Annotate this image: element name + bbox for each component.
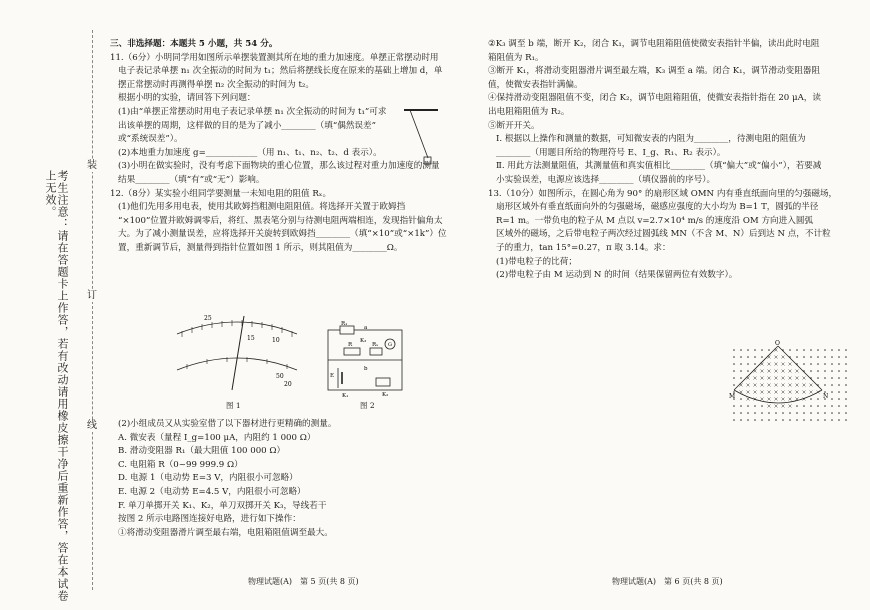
field-cross: [775, 363, 778, 366]
field-cross: [782, 363, 785, 366]
field-dot: [803, 412, 805, 414]
q12-option: D. 电源 1（电动势 E=3 V，内阻很小可忽略）: [118, 473, 298, 484]
q13-subquestion: (2)带电粒子由 M 运动到 N 的时间（结果保留两位有效数字）。: [496, 270, 738, 281]
scale-label-top: 10: [272, 337, 280, 344]
field-dot: [831, 370, 833, 372]
field-dot: [838, 349, 840, 351]
field-dot: [838, 363, 840, 365]
field-dot: [831, 349, 833, 351]
field-dot: [810, 370, 812, 372]
scale-label-top: 25: [204, 315, 212, 322]
field-dot: [831, 391, 833, 393]
q11-line: 电子表记录单摆 n₁ 次全振动的时间为 t₁；然后将摆线长度在原来的基础上增加 d，单: [118, 66, 443, 77]
q13-line: 子的重力，tan 15°=0.27，π 取 3.14。求：: [496, 242, 671, 253]
circuit-label: K₁: [342, 393, 349, 399]
circuit-label: G: [388, 342, 392, 348]
field-dot: [796, 405, 798, 407]
field-dot: [831, 419, 833, 421]
q11-line: 结果________（填“有”或“无”）影响。: [118, 174, 265, 185]
circuit-label: R₁: [341, 321, 348, 327]
field-cross: [789, 363, 792, 366]
q12-option: C. 电阻箱 R（0~99 999.9 Ω）: [118, 459, 243, 470]
field-dot: [796, 356, 798, 358]
field-cross: [803, 391, 806, 394]
pendulum-string: [410, 110, 428, 158]
field-dot: [824, 349, 826, 351]
field-dot: [845, 377, 847, 379]
field-cross: [761, 391, 764, 394]
field-dot: [775, 412, 777, 414]
field-cross: [796, 377, 799, 380]
field-dot: [740, 370, 742, 372]
field-cross: [775, 370, 778, 373]
field-dot: [733, 377, 735, 379]
field-dot: [824, 405, 826, 407]
circuit-figure: [320, 322, 410, 398]
field-dot: [789, 349, 791, 351]
field-cross: [803, 384, 806, 387]
resistor-r1: [340, 326, 354, 334]
q12-subquestion: Ⅰ. 根据以上操作和测量的数据，可知微安表的内阻为________，待测电阻的阻值为: [496, 134, 806, 145]
field-dot: [810, 356, 812, 358]
field-dot: [845, 384, 847, 386]
binding-mark-ding: 订: [84, 290, 100, 302]
q12-option: A. 微安表（量程 I_g=100 μA，内阻约 1 000 Ω）: [118, 432, 316, 443]
field-dot: [824, 356, 826, 358]
field-dot: [740, 349, 742, 351]
binding-mark-xian: 线: [84, 420, 100, 432]
field-cross: [768, 384, 771, 387]
circuit-label: b: [364, 366, 368, 372]
q12-step: 出电阻箱阻值为 R₂。: [488, 106, 570, 117]
circuit-label: E: [330, 373, 335, 379]
field-dot: [733, 405, 735, 407]
field-cross: [782, 377, 785, 380]
field-dot: [782, 419, 784, 421]
field-cross: [796, 391, 799, 394]
field-dot: [831, 363, 833, 365]
q12-line: 按图 2 所示电路图连接好电路，进行如下操作：: [118, 514, 301, 525]
q12-step: ③断开 K₁，将滑动变阻器滑片调至最左端，K₃ 调至 a 端。闭合 K₁，调节滑动变阻器阻: [488, 66, 820, 77]
sector-radius-om: [734, 346, 778, 390]
field-cross: [789, 398, 792, 401]
scale-label-top: 15: [247, 335, 255, 342]
q11-line: 或“系统误差”）。: [118, 134, 183, 145]
scale-arc-top: [177, 322, 297, 334]
field-dot: [803, 356, 805, 358]
section-heading: 三、非选择题：本题共 5 小题，共 54 分。: [110, 39, 278, 49]
field-dot: [831, 398, 833, 400]
field-cross: [789, 370, 792, 373]
field-dot: [733, 384, 735, 386]
field-dot: [810, 363, 812, 365]
sector-label: O: [775, 340, 780, 347]
field-dot: [768, 349, 770, 351]
field-cross: [761, 398, 764, 401]
field-dot: [761, 349, 763, 351]
field-dot: [838, 398, 840, 400]
field-cross: [789, 405, 792, 408]
field-dot: [747, 349, 749, 351]
field-dot: [845, 391, 847, 393]
field-cross: [782, 384, 785, 387]
side-notice: 考生注意：请在答题卡上作答，若有改动请用橡皮擦干净后重新作答，答在本试卷上无效。: [44, 170, 69, 602]
field-cross: [782, 391, 785, 394]
field-dot: [810, 412, 812, 414]
field-dot: [740, 412, 742, 414]
circuit-label: K₂: [382, 392, 389, 398]
pendulum-bob: [424, 157, 431, 164]
sector-label: N: [823, 393, 829, 400]
field-dot: [845, 370, 847, 372]
field-cross: [768, 391, 771, 394]
field-cross: [810, 391, 813, 394]
q13-line: 区域外的磁场，之后带电粒子两次经过圆弧线 MN（不含 M、N）后到达 N 点，不计粒: [496, 229, 831, 240]
field-dot: [796, 349, 798, 351]
binding-mark-zhuang: 装: [84, 160, 100, 172]
field-dot: [754, 405, 756, 407]
field-dot: [754, 412, 756, 414]
q11-line: 根据小明的实验，请回答下列问题：: [118, 93, 256, 104]
q12-line: “×100”位置并欧姆调零后，将红、黑表笔分别与待测电阻两端相连，发现指针偏角太: [118, 215, 443, 226]
field-dot: [824, 419, 826, 421]
field-dot: [803, 419, 805, 421]
q12-subquestion: ________（用题目所给的物理符号 E、I_g、R₁、R₂ 表示）。: [496, 147, 726, 158]
field-cross: [768, 398, 771, 401]
sector-label: M: [729, 393, 736, 400]
field-cross: [775, 405, 778, 408]
footer-page-6: 物理试题(A) 第 6 页(共 8 页): [612, 577, 723, 586]
figure-2-caption: 图 2: [360, 401, 375, 410]
sector-radius-on: [778, 346, 822, 390]
field-dot: [838, 370, 840, 372]
q11-line: 出该单摆的周期，这样做的目的是为了减小________（填“偶然误差”: [118, 120, 377, 131]
scale-label-bottom: 20: [284, 381, 292, 388]
field-dot: [845, 356, 847, 358]
field-dot: [817, 377, 819, 379]
field-cross: [796, 384, 799, 387]
field-dot: [817, 412, 819, 414]
field-dot: [831, 405, 833, 407]
circuit-label: R: [348, 342, 353, 348]
field-dot: [838, 419, 840, 421]
pendulum-figure: [402, 108, 442, 168]
field-dot: [789, 412, 791, 414]
field-dot: [761, 412, 763, 414]
q13-subquestion: (1)带电粒子的比荷；: [496, 256, 577, 267]
field-dot: [838, 405, 840, 407]
binding-dash: [92, 30, 93, 590]
q12-option: F. 单刀单掷开关 K₁、K₂，单刀双掷开关 K₃，导线若干: [118, 500, 327, 511]
q13-line: R=1 m。一带负电的粒子从 M 点以 v=2.7×10⁴ m/s 的速度沿 OM 方向进入圆弧: [496, 215, 814, 226]
q12-step: ⑤断开开关。: [488, 120, 540, 131]
field-cross: [761, 370, 764, 373]
field-dot: [754, 356, 756, 358]
q12-subquestion: 小实验误差，电源应该选择________（填仪器前的序号）。: [496, 174, 716, 185]
q12-line: (1)他们先用多用电表，使用其欧姆挡粗测电阻阻值。将选择开关置于欧姆挡: [118, 202, 406, 213]
field-dot: [740, 405, 742, 407]
field-dot: [803, 405, 805, 407]
field-cross: [782, 370, 785, 373]
q12-step: ②K₃ 调至 b 端，断开 K₂，闭合 K₁，调节电阻箱阻值使微安表指针半偏，读出此时电阻: [488, 39, 820, 49]
field-cross: [782, 356, 785, 359]
q11-line: (3)小明在做实验时，没有考虑下面物块的重心位置，那么该过程对重力加速度的测量: [118, 161, 440, 172]
field-dot: [810, 349, 812, 351]
field-dot: [817, 349, 819, 351]
sector-arc-mn: [734, 390, 822, 403]
q12-line: 大。为了减小测量误差，应将选择开关旋转到欧姆挡________（填“×10”或“×1k”）位: [118, 229, 447, 240]
field-dot: [824, 363, 826, 365]
field-cross: [803, 377, 806, 380]
field-cross: [761, 384, 764, 387]
sector-field-figure: [730, 340, 850, 424]
meter-scale-figure: [172, 312, 302, 396]
field-dot: [740, 419, 742, 421]
switch-k2: [376, 378, 390, 386]
binding-line: [78, 30, 108, 590]
field-dot: [768, 412, 770, 414]
field-cross: [747, 384, 750, 387]
field-dot: [810, 398, 812, 400]
field-cross: [768, 370, 771, 373]
field-dot: [733, 419, 735, 421]
field-cross: [810, 384, 813, 387]
left-column-lower: [110, 418, 445, 540]
field-dot: [796, 419, 798, 421]
field-dot: [845, 419, 847, 421]
field-dot: [803, 349, 805, 351]
left-column: [110, 38, 445, 256]
field-dot: [838, 356, 840, 358]
scale-label-bottom: 50: [276, 373, 284, 380]
q12-subquestion: Ⅱ. 用此方法测量阻值，其测量值和真实值相比________（填“偏大”或“偏小”），若要减: [496, 161, 822, 172]
field-dot: [845, 363, 847, 365]
field-dot: [845, 398, 847, 400]
field-dot: [810, 405, 812, 407]
field-cross: [768, 363, 771, 366]
field-cross: [789, 391, 792, 394]
q12-line: 12.（8分）某实验小组同学要测量一未知电阻的阻值 Rₓ。: [110, 188, 332, 199]
q11-line: (2)本地重力加速度 g=____________（用 n₁、t₁、n₂、t₂、d 表示）。: [118, 147, 382, 158]
field-cross: [754, 377, 757, 380]
q12-step: ④保持滑动变阻器阻值不变，闭合 K₂，调节电阻箱阻值，使微安表指针指在 20 μA，读: [488, 93, 821, 104]
field-cross: [768, 377, 771, 380]
field-cross: [775, 356, 778, 359]
field-dot: [824, 412, 826, 414]
field-dot: [761, 419, 763, 421]
field-dot: [789, 419, 791, 421]
field-dot: [754, 363, 756, 365]
field-dot: [803, 363, 805, 365]
circuit-label: a: [364, 325, 368, 331]
field-dot: [747, 370, 749, 372]
field-dot: [747, 419, 749, 421]
q11-line: 摆正常摆动时再测得单摆 n₂ 次全振动的时间为 t₂。: [118, 79, 314, 90]
field-dot: [817, 419, 819, 421]
field-cross: [768, 405, 771, 408]
field-dot: [754, 419, 756, 421]
field-cross: [782, 398, 785, 401]
circuit-label: Rₓ: [372, 342, 379, 348]
field-dot: [824, 384, 826, 386]
field-dot: [831, 412, 833, 414]
field-dot: [747, 356, 749, 358]
field-cross: [775, 384, 778, 387]
q13-line: 扇形区域外有垂直纸面向外的匀强磁场，磁感应强度的大小均为 B=1 T，圆弧的半径: [496, 202, 819, 213]
field-dot: [782, 412, 784, 414]
field-dot: [817, 405, 819, 407]
field-dot: [817, 370, 819, 372]
field-dot: [733, 356, 735, 358]
field-dot: [824, 377, 826, 379]
q13-line: 13.（10分）如图所示，在圆心角为 90° 的扇形区域 OMN 内有垂直纸面向里的匀强磁场，: [488, 188, 838, 199]
field-dot: [733, 349, 735, 351]
field-dot: [845, 405, 847, 407]
resistor-rx: [370, 348, 382, 355]
field-cross: [775, 377, 778, 380]
resistor-box: [344, 348, 360, 355]
field-cross: [789, 377, 792, 380]
field-cross: [747, 398, 750, 401]
field-cross: [747, 391, 750, 394]
field-dot: [831, 377, 833, 379]
field-dot: [733, 363, 735, 365]
field-dot: [754, 349, 756, 351]
circuit-label: K₃: [360, 338, 367, 344]
right-column: [488, 38, 843, 283]
field-dot: [747, 363, 749, 365]
field-cross: [775, 398, 778, 401]
field-dot: [747, 412, 749, 414]
field-dot: [761, 356, 763, 358]
q12-step: 值，使微安表指针满偏。: [488, 79, 583, 90]
field-dot: [845, 412, 847, 414]
field-cross: [796, 370, 799, 373]
field-dot: [831, 356, 833, 358]
q12-option: B. 滑动变阻器 R₁（最大阻值 100 000 Ω）: [118, 446, 286, 457]
field-dot: [817, 363, 819, 365]
field-dot: [740, 363, 742, 365]
field-dot: [831, 384, 833, 386]
field-dot: [747, 405, 749, 407]
q12-option: E. 电源 2（电动势 E=4.5 V，内阻很小可忽略）: [118, 486, 306, 497]
field-dot: [838, 412, 840, 414]
figure-1-caption: 图 1: [226, 401, 241, 410]
field-dot: [733, 412, 735, 414]
field-dot: [838, 391, 840, 393]
field-cross: [761, 377, 764, 380]
field-dot: [845, 349, 847, 351]
field-dot: [824, 370, 826, 372]
field-dot: [733, 370, 735, 372]
field-dot: [817, 398, 819, 400]
field-dot: [768, 419, 770, 421]
field-cross: [775, 391, 778, 394]
q12-line: 置，重新调节后，测量得到指针位置如图 1 所示，则其阻值为________Ω。: [118, 242, 403, 253]
field-dot: [838, 377, 840, 379]
field-dot: [761, 405, 763, 407]
field-dot: [740, 356, 742, 358]
field-dot: [775, 419, 777, 421]
field-dot: [810, 419, 812, 421]
field-dot: [740, 377, 742, 379]
meter-needle: [232, 316, 244, 390]
field-dot: [817, 356, 819, 358]
q12-step: 箱阻值为 R₁。: [488, 52, 544, 63]
field-dot: [838, 384, 840, 386]
q11-line: (1)由“单摆正常摆动时用电子表记录单摆 n₁ 次全振动的时间为 t₁”可求: [118, 106, 387, 117]
field-cross: [782, 405, 785, 408]
q12-line: (2)小组成员又从实验室借了以下器材进行更精确的测量。: [118, 419, 337, 429]
footer-page-5: 物理试题(A) 第 5 页(共 8 页): [248, 577, 359, 586]
q11-line: 11.（6分）小明同学用如图所示单摆装置测其所在地的重力加速度。单摆正常摆动时用: [110, 52, 439, 63]
field-cross: [754, 384, 757, 387]
field-cross: [789, 384, 792, 387]
field-cross: [754, 391, 757, 394]
field-dot: [740, 398, 742, 400]
q12-line: ①将滑动变阻器滑片调至最右端，电阻箱阻值调至最大。: [118, 527, 333, 538]
field-dot: [796, 412, 798, 414]
